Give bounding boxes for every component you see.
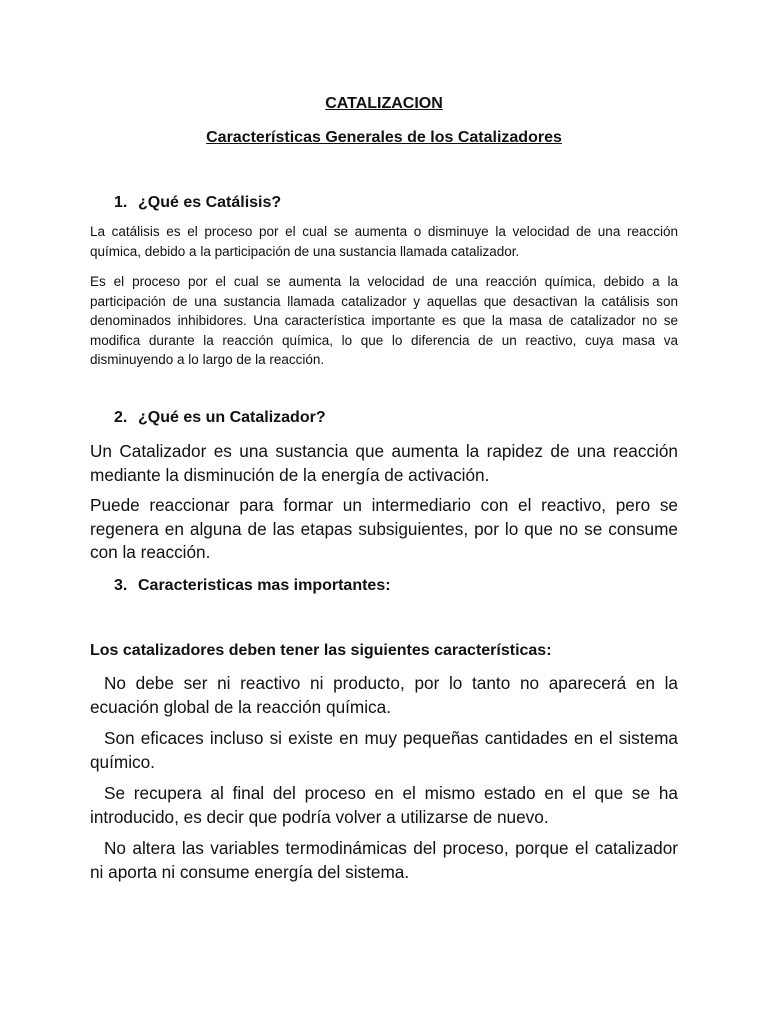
section-3-number: 3. — [114, 577, 128, 594]
section-2-paragraph-1: Un Catalizador es una sustancia que aumenta la rapidez de una reacción mediante la disminución de la energía de activación. — [90, 441, 678, 485]
section-2-title: ¿Qué es un Catalizador? — [138, 409, 326, 426]
section-1-paragraph-2: Es el proceso por el cual se aumenta la velocidad de una reacción química, debido a la participación de una sustancia llamada catalizador y aquellas que desactivan la catálisis son denominados inhibidores. Una característica importante es que la masa de catalizador no se modifica durante la reacción química, lo que lo diferencia de un reactivo, cuya masa va disminuyendo a lo largo de la reacción. — [90, 274, 678, 367]
section-2-heading — [114, 408, 326, 428]
characteristic-item-1: No debe ser ni reactivo ni producto, por lo tanto no aparecerá en la ecuación global de la reacción química. — [90, 673, 678, 717]
section-1-number: 1. — [114, 194, 128, 211]
section-1-heading — [114, 193, 281, 213]
document-subtitle: Características Generales de los Catalizadores — [206, 129, 562, 146]
characteristic-item-2: Son eficaces incluso si existe en muy pequeñas cantidades en el sistema químico. — [90, 728, 678, 772]
section-2-number: 2. — [114, 409, 128, 426]
document-title: CATALIZACION — [325, 95, 443, 112]
section-3-heading — [114, 576, 391, 596]
characteristics-intro: Los catalizadores deben tener las siguientes características: — [90, 642, 552, 659]
section-3-title: Caracteristicas mas importantes: — [138, 577, 391, 594]
characteristic-item-4: No altera las variables termodinámicas del proceso, porque el catalizador ni aporta ni consume energía del sistema. — [90, 838, 678, 882]
section-2-paragraph-2: Puede reaccionar para formar un intermediario con el reactivo, pero se regenera en alguna de las etapas subsiguientes, por lo que no se consume con la reacción. — [90, 495, 678, 562]
characteristic-item-3: Se recupera al final del proceso en el mismo estado en el que se ha introducido, es decir que podría volver a utilizarse de nuevo. — [90, 783, 678, 827]
section-1-title: ¿Qué es Catálisis? — [138, 194, 282, 211]
section-1-paragraph-1: La catálisis es el proceso por el cual se aumenta o disminuye la velocidad de una reacción química, debido a la participación de una sustancia llamada catalizador. — [90, 224, 678, 259]
